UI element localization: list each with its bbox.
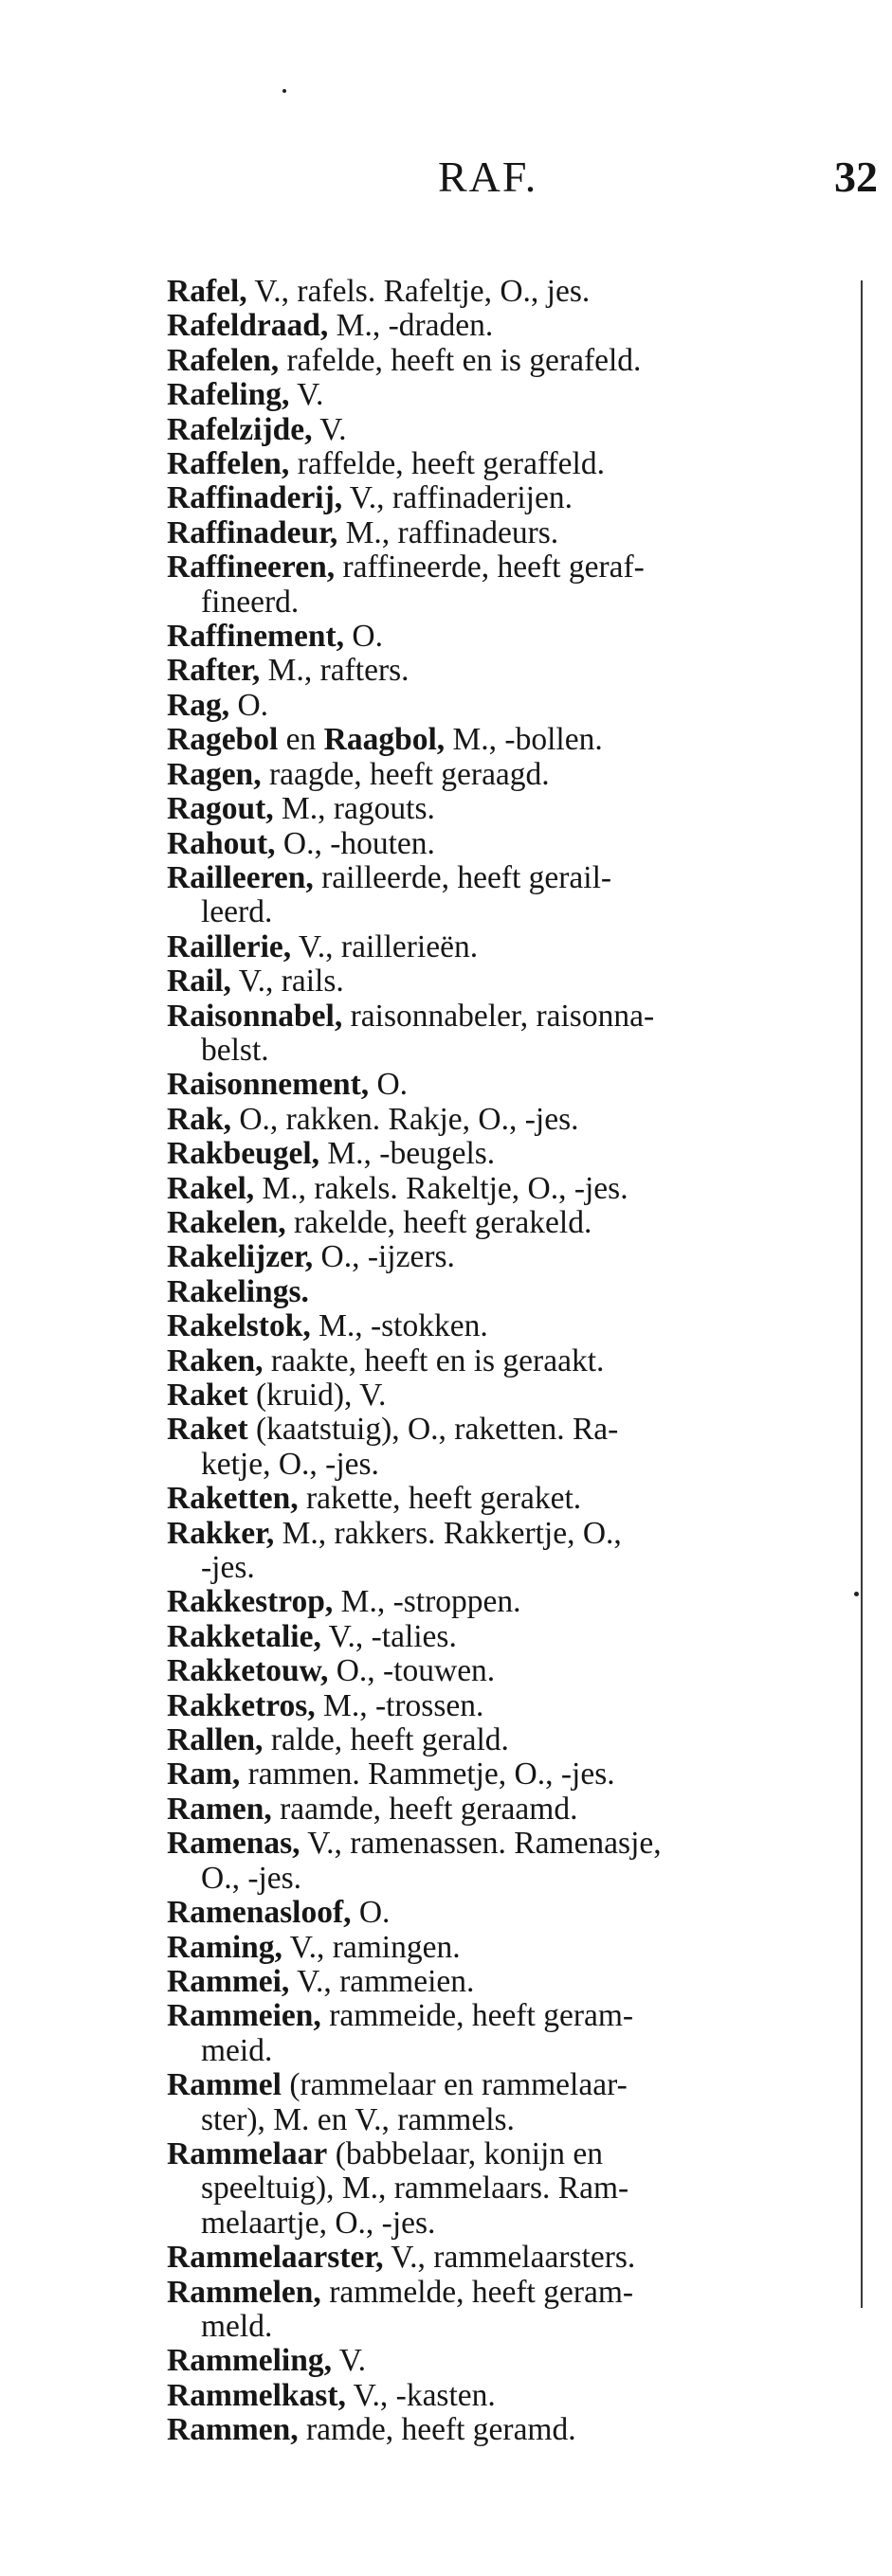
connector-text: en — [278, 722, 324, 758]
dictionary-entry — [167, 1931, 851, 1965]
dictionary-entry — [167, 1413, 851, 1447]
entry-definition: V. — [332, 2343, 367, 2379]
dictionary-entry — [167, 1757, 851, 1792]
dictionary-entry — [167, 2276, 851, 2310]
entry-definition: raffineerde, heeft geraf- — [335, 549, 645, 585]
dictionary-entry — [167, 1999, 851, 2033]
headword: Raffelen, — [167, 446, 290, 482]
headword: Raffinaderij, — [167, 480, 343, 516]
headword: Rammelaar — [167, 2135, 328, 2171]
headword: Rammeling, — [167, 2343, 332, 2379]
headword: Raisonnement, — [167, 1067, 370, 1103]
entry-definition: rammelde, heeft geram- — [320, 2274, 634, 2310]
entry-definition: V. — [289, 377, 324, 413]
headword: Rakkestrop, — [167, 1584, 334, 1620]
entry-definition: raagde, heeft geraagd. — [261, 756, 550, 792]
dictionary-entry — [167, 309, 851, 343]
headword: Raming, — [167, 1929, 282, 1965]
dictionary-entry — [167, 2413, 851, 2447]
dictionary-entry — [167, 481, 851, 515]
entry-definition: M., rakkers. Rakkertje, O., — [274, 1515, 622, 1551]
dictionary-entry — [167, 964, 851, 999]
headword: Raket — [167, 1378, 248, 1413]
headword: Raketten, — [167, 1481, 299, 1517]
entry-definition: V., raffinaderijen. — [342, 480, 573, 516]
dictionary-entry — [167, 1585, 851, 1619]
entry-definition: V., ramingen. — [282, 1929, 461, 1965]
headword: Ramen, — [167, 1791, 272, 1827]
headword: Rafter, — [167, 653, 261, 689]
entry-continuation: -jes. — [201, 1550, 255, 1586]
headword: Ragebol — [167, 722, 279, 758]
entry-definition: V., ramenassen. Ramenasje, — [300, 1826, 662, 1862]
entry-definition: V., rafels. Rafeltje, O., jes. — [246, 274, 591, 309]
headword: Railleeren, — [167, 859, 314, 895]
entry-definition: M., raffinadeurs. — [337, 514, 559, 550]
dictionary-entry — [167, 723, 851, 757]
entry-definition: V., rammeien. — [289, 1963, 475, 1999]
entry-continuation: belst. — [201, 1032, 269, 1068]
dictionary-entry — [167, 2379, 851, 2413]
entry-definition: V., -kasten. — [345, 2377, 496, 2413]
dictionary-entry — [167, 1792, 851, 1827]
headword: Raffineeren, — [167, 549, 336, 585]
headword: Rammelen, — [167, 2274, 321, 2310]
entry-definition: (kaatstuig), O., raketten. Ra- — [247, 1412, 619, 1448]
dictionary-entry — [167, 930, 851, 964]
headword: Rammelaarster, — [167, 2240, 384, 2276]
headword: Raillerie, — [167, 928, 292, 964]
dictionary-entry — [167, 344, 851, 378]
headword: Rammen, — [167, 2412, 299, 2448]
entry-definition: V., raillerieën. — [291, 928, 479, 964]
headword: Rammeien, — [167, 1998, 321, 2034]
dictionary-entry — [167, 1965, 851, 1999]
entry-definition: rammen. Rammetje, O., -jes. — [240, 1756, 615, 1792]
page-number: 32 — [834, 153, 878, 201]
entry-definition: rakelde, heeft gerakeld. — [285, 1204, 592, 1240]
entry-list — [167, 275, 851, 2448]
dictionary-entry — [167, 1482, 851, 1516]
dictionary-entry — [167, 550, 851, 585]
dictionary-entry — [167, 1620, 851, 1654]
entry-definition: V., rammelaarsters. — [383, 2240, 636, 2276]
entry-definition: M., -trossen. — [315, 1687, 484, 1723]
entry-definition: rakette, heeft geraket. — [298, 1481, 582, 1517]
headword: Ramenas, — [167, 1826, 300, 1862]
entry-definition: (rammelaar en rammelaar- — [281, 2067, 628, 2103]
dictionary-entry — [167, 1723, 851, 1757]
entry-definition: M., -bollen. — [445, 722, 603, 758]
dictionary-entry — [167, 654, 851, 688]
headword: Ragen, — [167, 756, 262, 792]
dictionary-entry — [167, 2241, 851, 2275]
dictionary-entry — [167, 1206, 851, 1240]
dictionary-entry — [167, 1275, 851, 1309]
headword: Ramenasloof, — [167, 1895, 352, 1931]
headword: Rafeling, — [167, 377, 290, 413]
entry-definition: railleerde, heeft gerail- — [313, 859, 612, 895]
page-title: RAF. — [438, 153, 538, 201]
running-head — [0, 152, 892, 218]
headword: Rammel — [167, 2067, 282, 2103]
entry-definition: M., ragouts. — [273, 791, 435, 827]
headword: Rak, — [167, 1101, 231, 1137]
dictionary-entry — [167, 1654, 851, 1688]
entry-definition: raakte, heeft en is geraakt. — [263, 1342, 605, 1378]
entry-definition: O., -houten. — [275, 825, 435, 861]
entry-continuation: leerd. — [201, 894, 273, 930]
entry-continuation: melaartje, O., -jes. — [201, 2205, 436, 2241]
dictionary-entry — [167, 516, 851, 550]
entry-definition: ralde, heeft gerald. — [263, 1722, 509, 1758]
headword: Ram, — [167, 1756, 241, 1792]
headword: Rag, — [167, 687, 230, 723]
entry-definition: M., -beugels. — [319, 1136, 496, 1172]
entry-definition: O. — [229, 687, 269, 723]
headword: Ragout, — [167, 791, 274, 827]
dictionary-entry — [167, 2068, 851, 2102]
dictionary-entry — [167, 1240, 851, 1274]
headword: Raffinadeur, — [167, 514, 338, 550]
entry-definition: raamde, heeft geraamd. — [271, 1791, 578, 1827]
margin-rule — [861, 280, 863, 2308]
ink-speck — [282, 89, 286, 93]
entry-definition: rafelde, heeft en is gerafeld. — [279, 342, 642, 378]
headword: Raken, — [167, 1342, 264, 1378]
entry-definition: (kruid), V. — [247, 1378, 387, 1413]
headword: Rafelen, — [167, 342, 280, 378]
headword: Rakketouw, — [167, 1653, 329, 1689]
entry-continuation: meld. — [201, 2308, 273, 2344]
dictionary-entry — [167, 1896, 851, 1930]
headword: Rakker, — [167, 1515, 275, 1551]
dictionary-entry — [167, 620, 851, 654]
dictionary-entry — [167, 1103, 851, 1137]
headword: Rafeldraad, — [167, 308, 329, 344]
dictionary-entry — [167, 689, 851, 723]
headword: Rakelen, — [167, 1204, 286, 1240]
dictionary-entry — [167, 792, 851, 826]
dictionary-entry — [167, 1378, 851, 1413]
headword: Rammei, — [167, 1963, 290, 1999]
entry-definition: rammeide, heeft geram- — [320, 1998, 634, 2034]
headword: Rakketros, — [167, 1687, 316, 1723]
dictionary-entry — [167, 1068, 851, 1102]
entry-definition: V., rails. — [230, 964, 344, 1000]
dictionary-entry — [167, 1137, 851, 1171]
entry-continuation: ketje, O., -jes. — [201, 1446, 379, 1482]
entry-continuation: ster), M. en V., rammels. — [201, 2101, 515, 2137]
headword: Rakelstok, — [167, 1308, 311, 1344]
headword: Rail, — [167, 964, 231, 1000]
entry-definition: O., rakken. Rakje, O., -jes. — [230, 1101, 579, 1137]
dictionary-entry — [167, 1309, 851, 1343]
headword: Raffinement, — [167, 619, 344, 655]
headword: Rakelijzer, — [167, 1239, 314, 1275]
entry-definition: M., rakels. Rakeltje, O., -jes. — [254, 1170, 628, 1206]
entry-definition: (babbelaar, konijn en — [327, 2135, 604, 2171]
dictionary-entry — [167, 2137, 851, 2171]
dictionary-entry — [167, 861, 851, 895]
entry-continuation: speeltuig), M., rammelaars. Ram- — [201, 2171, 629, 2207]
entry-definition: raffelde, heeft geraffeld. — [289, 446, 605, 482]
dictionary-entry — [167, 758, 851, 792]
dictionary-entry — [167, 447, 851, 481]
dictionary-entry — [167, 275, 851, 309]
headword: Rallen, — [167, 1722, 264, 1758]
dictionary-entry — [167, 413, 851, 447]
entry-continuation: fineerd. — [201, 584, 300, 620]
headword: Rakketalie, — [167, 1618, 321, 1654]
entry-definition: ramde, heeft geramd. — [298, 2412, 576, 2448]
entry-definition: V., -talies. — [320, 1618, 457, 1654]
dictionary-entry — [167, 827, 851, 861]
entry-definition: raisonnabeler, raisonna- — [342, 998, 655, 1034]
dictionary-entry — [167, 1689, 851, 1723]
dictionary-entry — [167, 2344, 851, 2378]
entry-definition: O. — [351, 1895, 391, 1931]
entry-definition: O. — [369, 1067, 409, 1103]
headword: Rahout, — [167, 825, 276, 861]
ink-speck — [854, 1592, 859, 1596]
entry-definition: O., -touwen. — [328, 1653, 496, 1689]
headword: Raket — [167, 1412, 248, 1448]
entry-continuation: O., -jes. — [201, 1860, 302, 1896]
entry-definition: V. — [312, 411, 347, 447]
dictionary-entry — [167, 1517, 851, 1551]
dictionary-entry — [167, 378, 851, 412]
entry-definition: M., -stokken. — [310, 1308, 488, 1344]
headword: Rakel, — [167, 1170, 255, 1206]
headword: Rafelzijde, — [167, 411, 313, 447]
dictionary-entry — [167, 1827, 851, 1861]
headword: Rakelings. — [167, 1273, 309, 1309]
headword: Rafel, — [167, 274, 247, 309]
headword: Rammelkast, — [167, 2377, 346, 2413]
entry-definition: M., -stroppen. — [333, 1584, 521, 1620]
dictionary-entry — [167, 1344, 851, 1378]
headword-variant: Raagbol, — [323, 722, 446, 758]
entry-definition: O. — [344, 619, 383, 655]
headword: Raisonnabel, — [167, 998, 343, 1034]
entry-definition: M., -draden. — [328, 308, 494, 344]
dictionary-entry — [167, 1000, 851, 1034]
entry-definition: M., rafters. — [260, 653, 410, 689]
entry-definition: O., -ijzers. — [313, 1239, 455, 1275]
dictionary-entry — [167, 1172, 851, 1206]
headword: Rakbeugel, — [167, 1136, 320, 1172]
entry-continuation: meid. — [201, 2032, 273, 2068]
